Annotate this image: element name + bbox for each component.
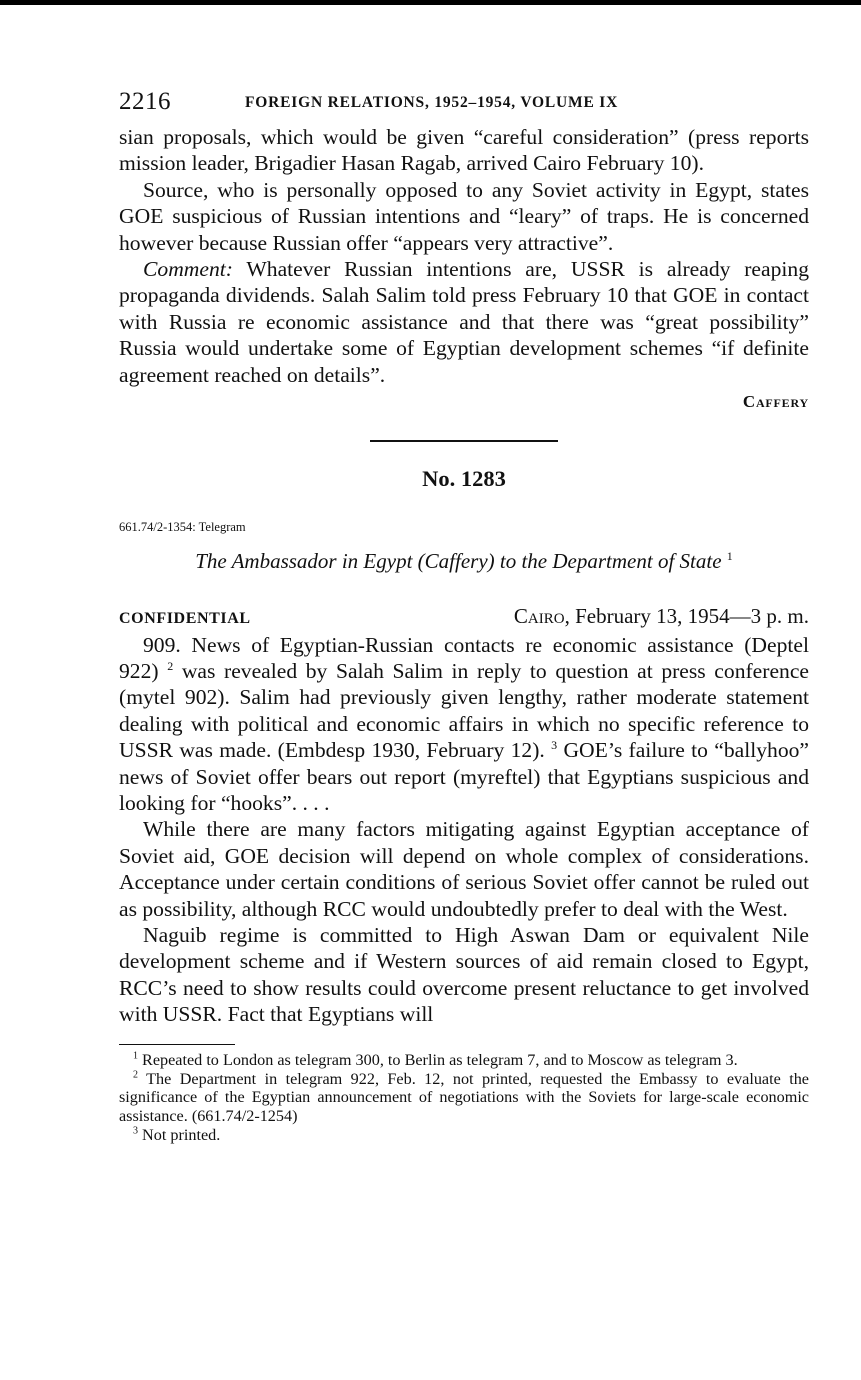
footnote-mark: 2: [133, 1069, 138, 1081]
footnote-divider: [119, 1044, 235, 1046]
signature: Caffery: [742, 392, 809, 412]
comment-label: Comment:: [143, 257, 233, 282]
comment-text: Whatever Russian intentions are, USSR is already reaping propaganda dividends. Salah Salim told press February 10 that GOE in contact with Russia re economic assistance and that there was “great possibility” Russia would undertake some of Egyptian development schemes “if definite agreement reached on details”.: [119, 257, 809, 387]
footnotes: [119, 1051, 809, 1144]
footnote-text: The Department in telegram 922, Feb. 12, not printed, requested the Embassy to evaluate the significance of the Egyptian announcement of negotiations with the Soviets for large-scale economic assistance. (661.74/2-1254): [119, 1069, 809, 1125]
paragraph-text: was revealed by Salah Salim in reply to question at press conference (mytel 902). Salim had previously given lengthy, rather moderate statement dealing with political and economic affairs in which no specific reference to USSR was made. (Embdesp 1930, February 12).: [119, 658, 810, 763]
document-number: No. 1283: [422, 465, 506, 491]
footnote: [119, 1070, 809, 1126]
footnote-text: Repeated to London as telegram 300, to Berlin as telegram 7, and to Moscow as telegram 3.: [138, 1051, 738, 1070]
footnote-mark: 1: [133, 1050, 138, 1062]
footnote-mark: 3: [133, 1125, 138, 1137]
dateline: [119, 604, 809, 632]
paragraph-text: GOE’s failure to “ballyhoo” news of Soviet offer bears out report (myreftel) that Egyptians suspicious and looking for “hooks”. . . .: [119, 738, 809, 815]
paragraph-text: 909. News of Egyptian-Russian contacts re economic assistance (Deptel 922): [119, 632, 809, 683]
continuation-text: [119, 124, 809, 412]
footnote-text: Not printed.: [138, 1125, 221, 1144]
comment-paragraph: [119, 256, 809, 388]
paragraph: sian proposals, which would be given “careful consideration” (press reports mission leader, Brigadier Hasan Ragab, arrived Cairo February 10).: [119, 125, 809, 176]
paragraph: Source, who is personally opposed to any Soviet activity in Egypt, states GOE suspicious of Russian intentions and “leary” of traps. He is concerned however because Russian offer “appears very attractive”.: [119, 177, 809, 255]
telegram-text: [119, 632, 809, 1028]
page-number: 2216: [119, 88, 171, 115]
paragraph: Naguib regime is committed to High Aswan Dam or equivalent Nile development scheme and if Western sources of aid remain closed to Egypt, RCC’s need to show results could overcome present reluctance to get involved with USSR. Fact that Egyptians will: [119, 923, 809, 1027]
file-reference: 661.74/2-1354: Telegram: [119, 519, 246, 534]
running-title: FOREIGN RELATIONS, 1952–1954, VOLUME IX: [245, 94, 619, 111]
footnote-ref: 3: [551, 738, 558, 752]
section-divider: [370, 440, 558, 442]
paragraph: [119, 632, 809, 817]
footnote: [119, 1051, 809, 1070]
document-title-text: The Ambassador in Egypt (Caffery) to the Department of State: [195, 548, 722, 573]
classification: CONFIDENTIAL: [119, 609, 251, 627]
date: , February 13, 1954—3 p. m.: [564, 603, 809, 628]
page-edge: [0, 0, 861, 5]
place: Cairo: [513, 603, 565, 628]
footnote-ref: 2: [167, 658, 174, 673]
document-page: [119, 88, 809, 1144]
paragraph: While there are many factors mitigating against Egyptian acceptance of Soviet aid, GOE decision will depend on whole complex of considerations. Acceptance under certain conditions of serious Soviet offer cannot be ruled out as possibility, although RCC would undoubtedly prefer to deal with the West.: [119, 817, 809, 921]
footnote-ref: 1: [726, 548, 733, 563]
page-header: [119, 88, 809, 124]
place-date: [514, 604, 809, 629]
document-title: [119, 549, 809, 574]
footnote: [119, 1126, 809, 1145]
